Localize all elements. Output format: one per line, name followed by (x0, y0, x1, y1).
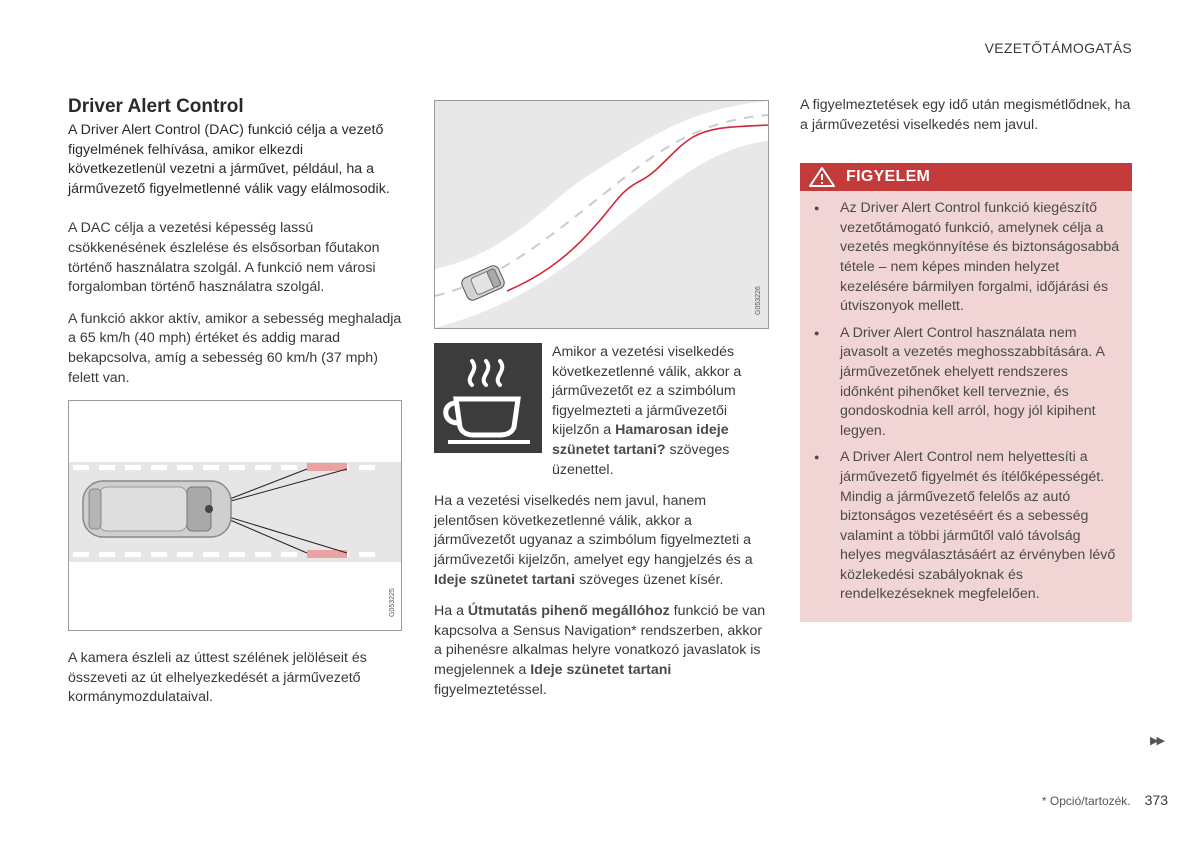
page-title: Driver Alert Control (68, 96, 244, 117)
column-middle (434, 100, 770, 712)
message-text: Ideje szünetet tartani (530, 661, 672, 678)
text-run: Ha a (434, 603, 468, 620)
car-icon (83, 481, 231, 537)
camera-figure (68, 400, 402, 631)
paragraph (434, 602, 770, 700)
paragraph (434, 492, 770, 590)
column-right (800, 96, 1132, 622)
list-item: ● A Driver Alert Control használata nem javasolt a vezetés meghosszabbítására. A járművezetőnek ehelyett rendszeres időnként pihenőket kell terveznie, és gondoskodnia kell arról, hogy jól kipihent legyen. (814, 324, 1120, 442)
list-item: ● Az Driver Alert Control funkció kiegészítő vezetőtámogató funkció, amelynek célja a vezetés megkönnyítése és biztonságosabbá tétele – nem képes minden helyzet kezelésére bármilyen forgalmi, időjárási és útviszonyok mellett. (814, 199, 1120, 317)
text-run: Ha a vezetési viselkedés nem javul, hanem jelentősen következetlenné válik, akkor a járművezetőt ugyanaz a szimbólum figyelmezteti a járművezetői kijelzőn, amelyet egy hangjelzés és a (434, 493, 753, 568)
figure-caption: A kamera észleli az úttest szélének jelöléseit és összeveti az út elhelyezkedését a járművezető kormánymozdulataival. (68, 650, 367, 706)
text-run: szöveges üzenet kísér. (575, 571, 724, 588)
function-name: Útmutatás pihenő megállóhoz (467, 603, 670, 620)
text-run: figyelmeztetéssel. (434, 681, 547, 698)
symbol-description (552, 343, 770, 480)
warning-box (800, 163, 1132, 622)
page-footer (1042, 792, 1168, 808)
figure-code: G053226 (755, 286, 762, 315)
paragraph: A DAC célja a vezetési képesség lassú csökkenésének észlelése és elsősorban főutakon történő használatra szolgál. A funkció nem városi forgalomban történő használatra szolgál. (68, 220, 380, 296)
figure-code: G053225 (389, 588, 396, 618)
footnote: * Opció/tartozék. (1041, 794, 1131, 808)
coffee-cup-icon (434, 343, 542, 453)
next-page-arrows-icon: ▶▶ (1150, 735, 1163, 747)
warning-triangle-icon (808, 166, 836, 188)
message-text: Ideje szünetet tartani (434, 571, 576, 588)
section-header: VEZETŐTÁMOGATÁS (984, 40, 1132, 56)
column-left (68, 95, 403, 720)
warning-list (800, 191, 1132, 605)
warning-title: FIGYELEM (846, 168, 931, 186)
coffee-symbol-block (434, 343, 770, 480)
lead-paragraph: A Driver Alert Control (DAC) funkció célja a vezető figyelmének felhívása, amikor elkezdi következetlenül vezetni a járművet, például, ha a járművezető figyelmetlenné válik vagy elálmosodik. (68, 122, 390, 197)
list-item: ● A Driver Alert Control nem helyettesíti a járművezető figyelmét és ítélőképességét. Mindig a járművezető felelős az autó biztonságos vezetéséért és a sebesség valamint a többi járműtől való távolság helyes megválasztásáért az érvényben lévő közlekedési szabályoknak és rendelkezéseknek megfelelően. (814, 448, 1120, 605)
paragraph: A funkció akkor aktív, amikor a sebesség meghaladja a 65 km/h (40 mph) értéket és addig marad bekapcsolva, amíg a sebesség 60 km/h (37 mph) felett van. (68, 310, 402, 386)
road-illustration (435, 101, 768, 328)
text-run: szöveges üzenettel. (552, 441, 730, 478)
message-text: Hamarosan ideje szünetet tartani? (552, 422, 729, 458)
text-run: Amikor a vezetési viselkedés következetlenné válik, akkor a járművezetőt ez a szimbólum figyelmezteti a járművezetői kijelzőn a (552, 344, 742, 439)
warning-header (800, 163, 1132, 191)
text-run: funkció be van kapcsolva a Sensus Navigation* rendszerben, akkor a pihenésre alkalmas helyre vonatkozó javaslatok is megjelennek a (434, 603, 766, 678)
road-figure (434, 100, 769, 329)
page-number: 373 (1144, 792, 1168, 808)
intro-paragraph: A figyelmeztetések egy idő után megismétlődnek, ha a járművezetési viselkedés nem javul. (800, 97, 1131, 133)
camera-illustration (69, 401, 401, 630)
